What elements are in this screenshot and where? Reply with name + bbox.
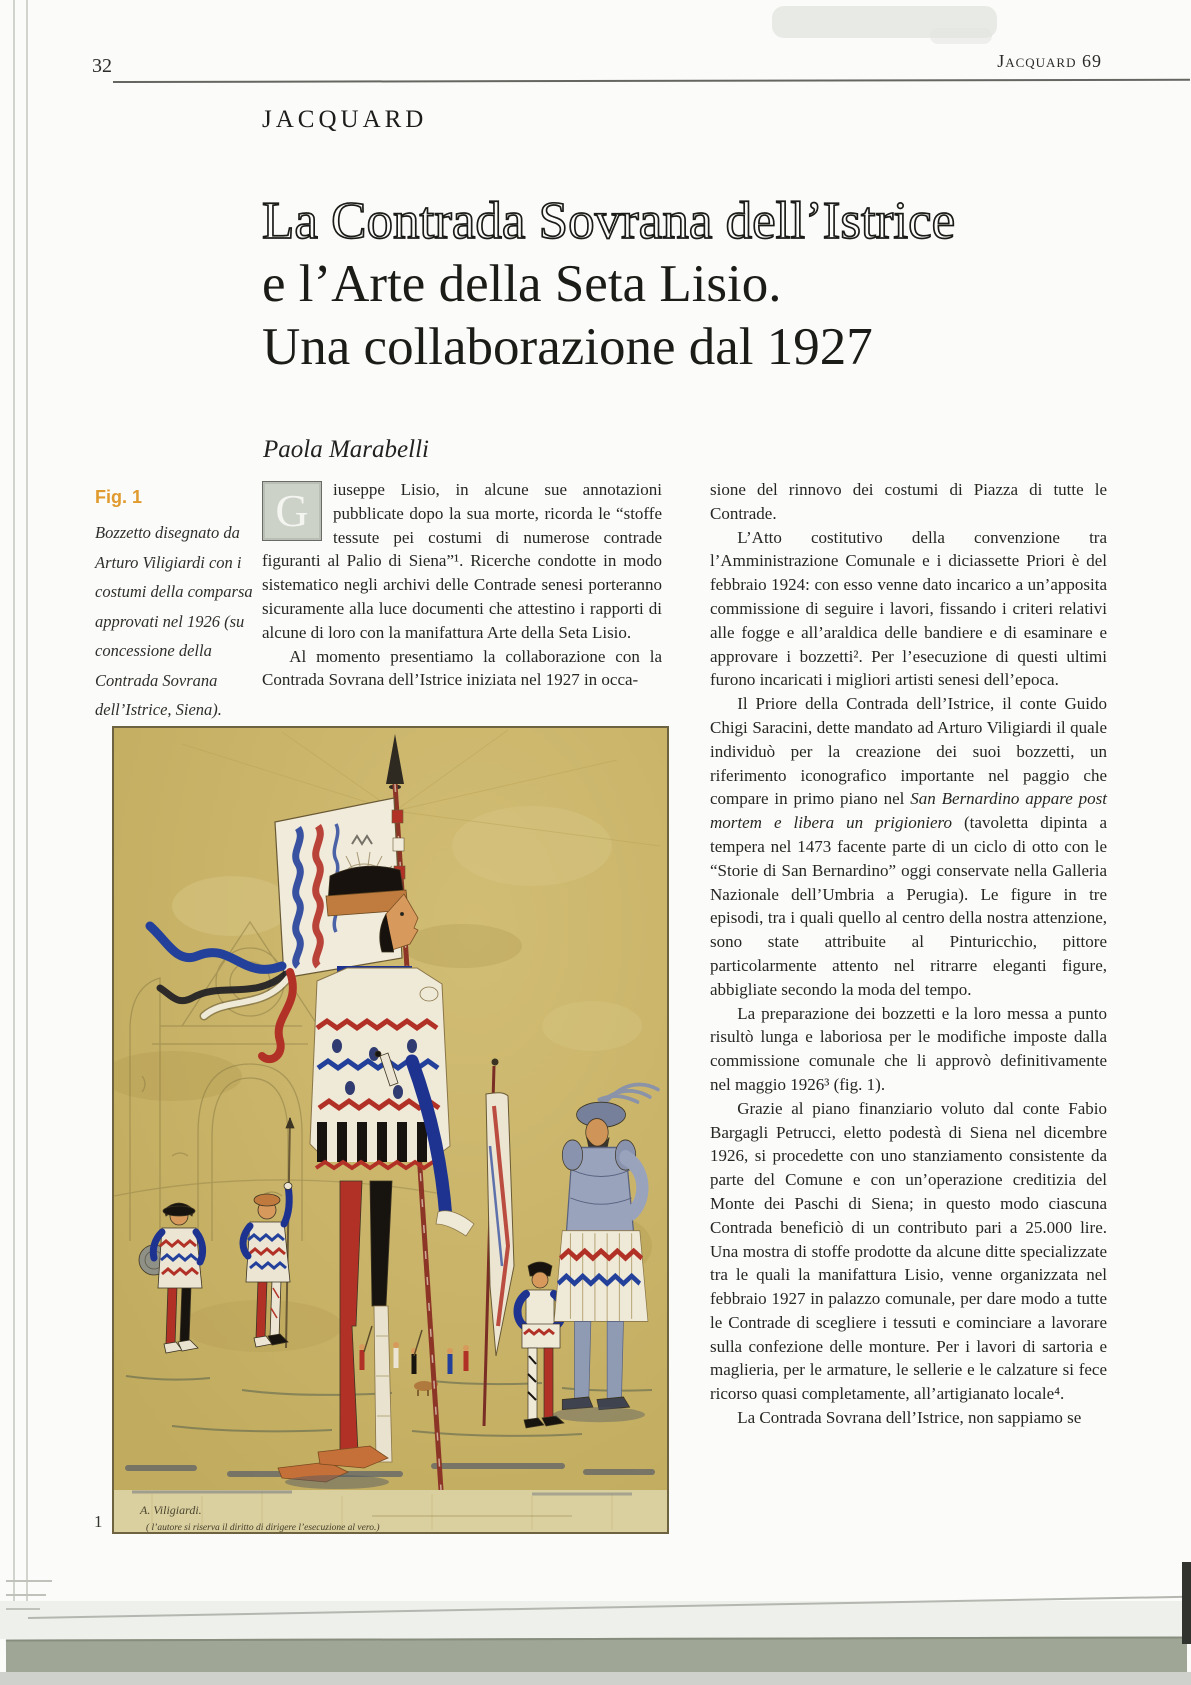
page-edge-line: [26, 0, 28, 1617]
page-number: 32: [92, 55, 112, 77]
hem-stripes: [317, 1122, 437, 1162]
figure-number: 1: [94, 1512, 103, 1531]
text-segment: Il Priore della Contrada dell’Istrice, il conte Guido Chigi Saracini, dette mandato ad Arturo Viligiardi il quale individuò per la creazione dei suoi bozzetti, un riferimento iconografico importante nel paggio che compare in primo piano nel: [710, 694, 1107, 809]
title-line-1: La Contrada Sovrana dell’Istrice: [262, 192, 956, 250]
scanner-background-band: [6, 1636, 1187, 1675]
scanner-background: [0, 1672, 1191, 1685]
text-segment: sione del rinnovo dei costumi di Piazza di tutte le Contrade.: [710, 480, 1107, 523]
running-header: Jacquard 69: [997, 51, 1102, 71]
text-segment: La Contrada Sovrana dell’Istrice, non sappiamo se: [737, 1408, 1082, 1428]
page-stack-line: [6, 1580, 52, 1582]
figure-label: Fig. 1: [95, 487, 143, 507]
text-column-right: [710, 478, 1107, 1430]
text-segment: Al momento presentiamo la collaborazione con la Contrada Sovrana dell’Istrice iniziata nel 1927 in occa-: [262, 646, 662, 690]
paragraph: [710, 1002, 1107, 1097]
paragraph: [710, 1097, 1107, 1406]
text-segment: La preparazione dei bozzetti e la loro messa a punto risultò lunga e laboriosa per le modifiche imposte dalla commissione comunale che li approvò definitivamente nel maggio 1926³ (fig. 1).: [710, 1003, 1107, 1094]
italic-text-segment: San Bernardino appare post mortem e libera un prigioniero: [710, 789, 1108, 833]
artist-inscription: ( l’autore si riserva il diritto di dirigere l’esecuzione al vero.): [146, 1523, 380, 1533]
page-stack-line: [6, 1608, 40, 1610]
header-rule: [113, 79, 1190, 83]
artist-signature: A. Viligiardi.: [140, 1503, 202, 1517]
paragraph: [710, 478, 1107, 526]
drop-cap: G: [262, 481, 322, 541]
text-column-left: [262, 478, 662, 692]
title-line-3: Una collaborazione dal 1927: [262, 318, 873, 376]
paragraph: [710, 692, 1107, 1001]
figure-caption-block: [95, 487, 257, 725]
title-line-2: e l’Arte della Seta Lisio.: [262, 255, 782, 313]
paragraph: [262, 645, 662, 693]
article-title: [262, 190, 955, 379]
scan-ghost-mark: [930, 28, 992, 44]
page-edge-line: [13, 0, 15, 1617]
painting-bottom-band: [112, 1490, 669, 1534]
text-segment: L’Atto costitutivo della convenzione tra l’Amministrazione Comunale e i diciassette Priori è del febbraio 1924: con esso venne dato incarico a un’apposita commissione di seguire i lavori, fissando i criteri relativi alle fogge e all’araldica delle bandiere e di esaminare e approvare i bozzetti². Per l’esecuzione di questi ultimi furono incaricati i migliori artisti senesi dell’epoca.: [710, 527, 1107, 690]
text-segment: (tavoletta dipinta a tempera nel 1473 facente parte di un ciclo di otto con le “Storie di San Bernardino” oggi conservate nella Galleria Nazionale dell’Umbria a Perugia). Le figure in tre episodi, tra i quali quello al centro della nostra attenzione, sono state attribuite al Pinturicchio, pittore particolarmente attento nel ritrarre eleganti figure, abbigliate secondo la moda del tempo.: [710, 813, 1108, 999]
figure-caption-text: Bozzetto disegnato da Arturo Viligiardi con i costumi della comparsa approvati nel 1926 (su concessione della Contrada Sovrana dell’Istrice, Siena).: [95, 523, 253, 719]
page-stack-line: [6, 1594, 46, 1596]
text-segment: Grazie al piano finanziario voluto dal conte Fabio Bargagli Petrucci, eletto podestà di Siena nel dicembre 1926, si procedette con uno stanziamento consistente da parte del Comune e con un’operazione creditizia del Monte dei Paschi di Siena; in questo modo ciascuna Contrada beneficiò di un contributo pari a 25.000 lire. Una mostra di stoffe prodotte da alcune ditte specializzate tra le quali la manifattura Lisio, venne organizzata nel febbraio 1927 in palazzo comunale, per dare modo a tutte le Contrade di scegliere i tessuti e cominciare a lavorare sulla confezione delle monture. Per i lavori di sartoria e maglieria, per le armature, le sellerie e le calzature si fece ricorso quasi completamente, all’artigianato locale⁴.: [710, 1098, 1107, 1404]
author-name: Paola Marabelli: [263, 436, 429, 463]
paragraph: [710, 1406, 1107, 1430]
paragraph: [262, 478, 662, 645]
text-segment: iuseppe Lisio, in alcune sue annotazioni pubblicate dopo la sua morte, ricorda le “stoffe tessute pei costumi di numerose contrade figuranti al Palio di Siena”¹. Ricerche condotte in modo sistematico negli archivi delle Contrade senesi porteranno sicuramente alla luce documenti che attestino i rapporti di alcune di loro con la manifattura Arte della Seta Lisio.: [262, 480, 662, 642]
section-label: JACQUARD: [262, 106, 428, 133]
bozzetto-illustration: [112, 726, 669, 1534]
scan-edge-shadow: [1182, 1562, 1191, 1644]
paragraph: [710, 526, 1107, 693]
